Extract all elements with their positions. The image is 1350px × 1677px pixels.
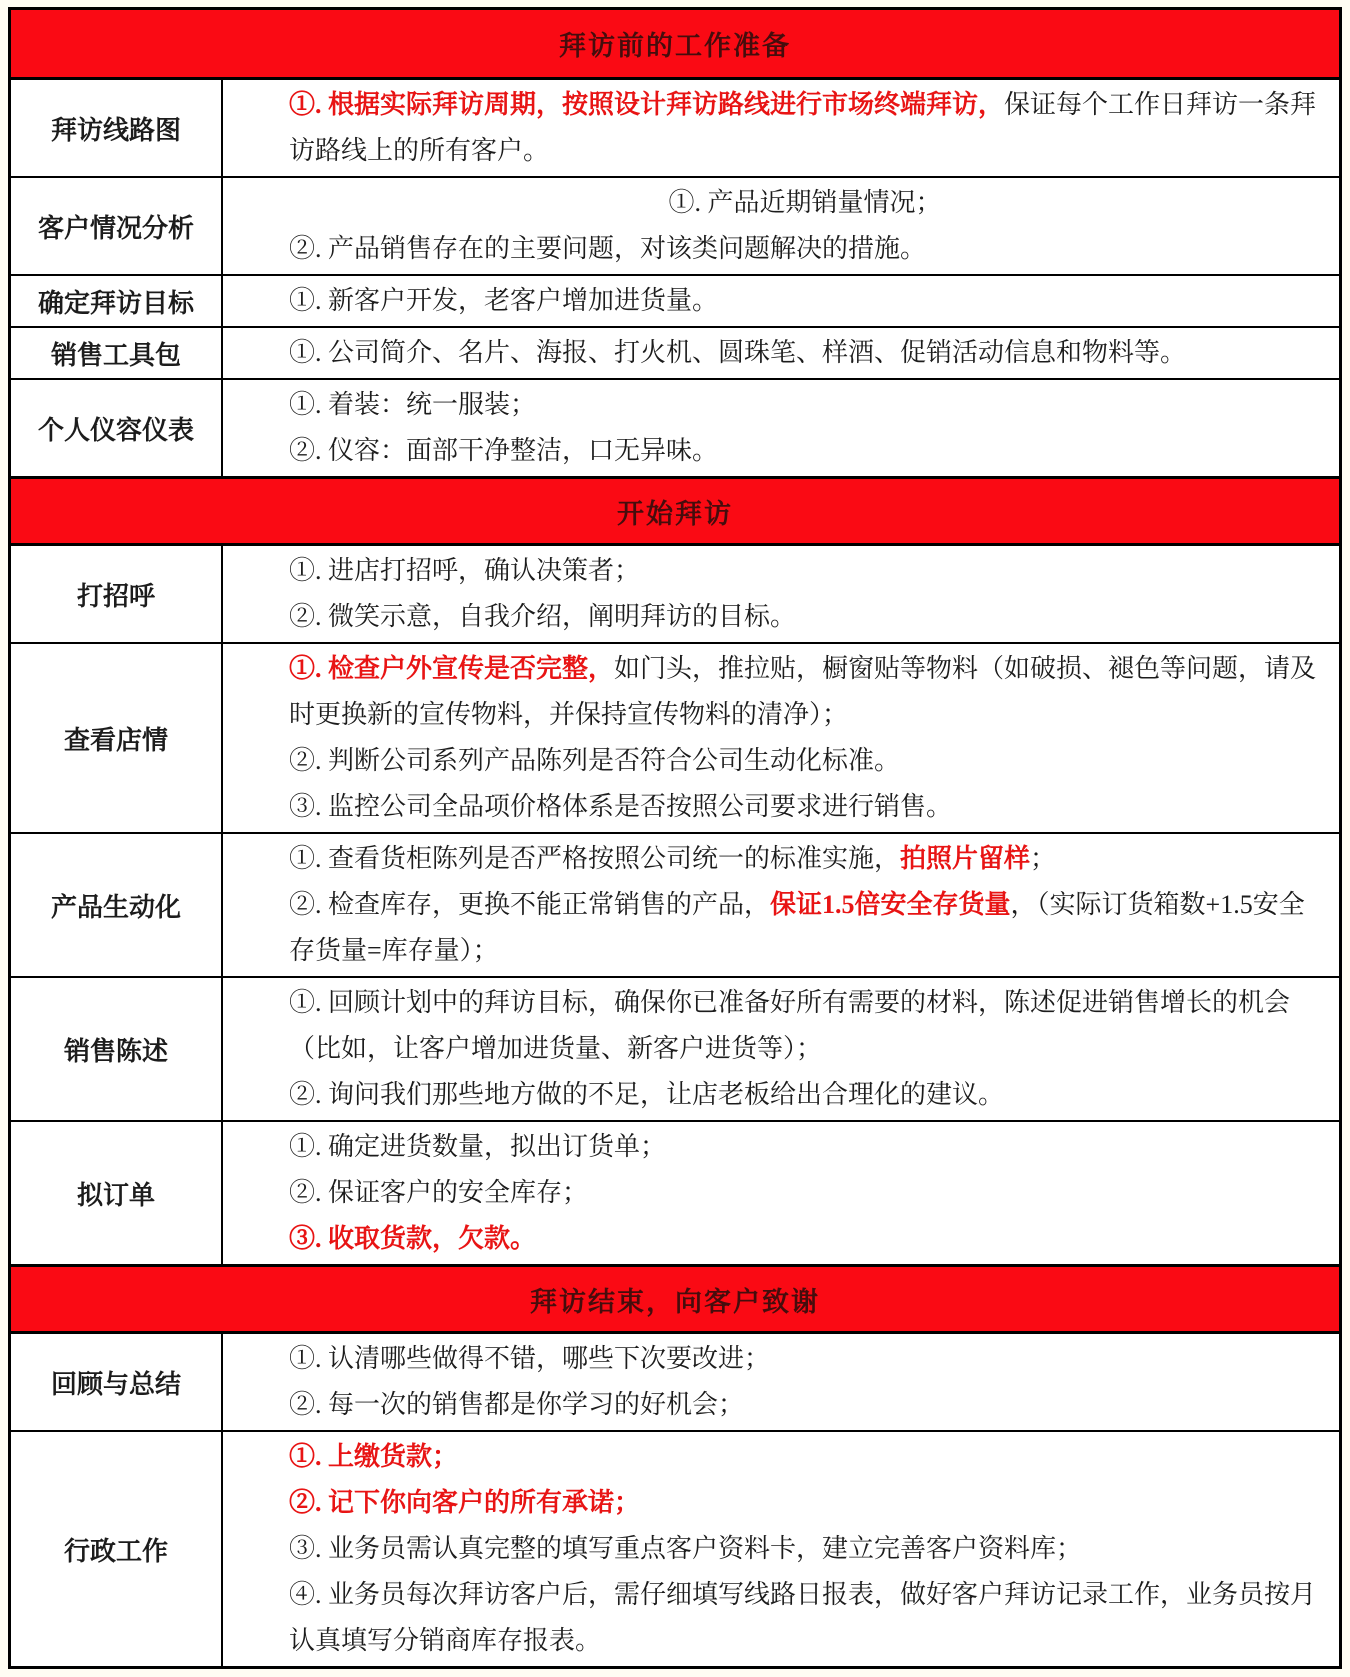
- table-row: [11, 642, 1339, 832]
- content-item: [289, 784, 1321, 830]
- row-label: 客户情况分析: [11, 178, 223, 274]
- content-item: [289, 1572, 1321, 1664]
- body-text: ①. 产品近期销量情况；: [668, 188, 942, 217]
- row-label: 拜访线路图: [11, 80, 223, 176]
- content-item: [289, 1526, 1321, 1572]
- body-text: ②. 每一次的销售都是你学习的好机会；: [289, 1390, 745, 1419]
- section-header-text: 开始拜访: [617, 498, 733, 529]
- body-text: ③. 业务员需认真完整的填写重点客户资料卡，建立完善客户资料库；: [289, 1534, 1083, 1563]
- body-text: ④. 业务员每次拜访客户后，需仔细填写线路日报表，做好客户拜访记录工作，业务员按月认真填写分销商库存报表。: [289, 1580, 1317, 1655]
- content-item: [289, 594, 1321, 640]
- red-emphasis-text: 拍照片留样: [900, 844, 1031, 873]
- content-item: [289, 1216, 1321, 1262]
- content-item: [289, 82, 1321, 174]
- body-text: ①. 公司简介、名片、海报、打火机、圆珠笔、样酒、促销活动信息和物料等。: [289, 338, 1187, 367]
- body-text: ②. 保证客户的安全库存；: [289, 1178, 589, 1207]
- content-item: [289, 980, 1321, 1072]
- table-row: [11, 274, 1339, 326]
- content-item: [289, 1382, 1321, 1428]
- table-row: [11, 546, 1339, 642]
- red-emphasis-text: ②. 记下你向客户的所有承诺；: [289, 1488, 641, 1517]
- row-content: [223, 276, 1339, 326]
- table-row: [11, 1334, 1339, 1430]
- body-text: ①. 着装：统一服装；: [289, 390, 537, 419]
- section-header-text: 拜访前的工作准备: [559, 31, 791, 61]
- row-label: 产品生动化: [11, 834, 223, 976]
- red-emphasis-text: ③. 收取货款，欠款。: [289, 1224, 537, 1253]
- table-row: [11, 176, 1339, 274]
- red-emphasis-text: ①. 根据实际拜访周期，按照设计拜访路线进行市场终端拜访，: [289, 90, 1005, 119]
- row-label: 回顾与总结: [11, 1334, 223, 1430]
- body-text: ②. 仪容：面部干净整洁，口无异味。: [289, 436, 719, 465]
- body-text: 如门头，推拉贴，橱窗贴等物料（如破损、褪色等问题，请及时更换新的宣传物料，并保持宣传物料的清净）；: [289, 654, 1317, 729]
- row-content: [223, 178, 1339, 274]
- row-label: 查看店情: [11, 644, 223, 832]
- red-emphasis-text: ①. 检查户外宣传是否完整，: [289, 654, 615, 683]
- body-text: ③. 监控公司全品项价格体系是否按照公司要求进行销售。: [289, 792, 953, 821]
- row-content: [223, 546, 1339, 642]
- row-content: [223, 1432, 1339, 1666]
- red-emphasis-text: ①. 上缴货款；: [289, 1442, 459, 1471]
- content-item: [289, 882, 1321, 974]
- row-label: 确定拜访目标: [11, 276, 223, 326]
- body-text: ②. 检查库存，更换不能正常销售的产品，: [289, 890, 771, 919]
- table-row: [11, 1120, 1339, 1264]
- body-text: ①. 新客户开发，老客户增加进货量。: [289, 286, 719, 315]
- body-text: ①. 认清哪些做得不错，哪些下次要改进；: [289, 1344, 771, 1373]
- body-text: ①. 回顾计划中的拜访目标，确保你已准备好所有需要的材料，陈述促进销售增长的机会（比如，让客户增加进货量、新客户进货等）；: [289, 988, 1291, 1063]
- content-item: [289, 278, 1321, 324]
- content-item: [289, 836, 1321, 882]
- red-emphasis-text: 保证1.5倍安全存货量: [770, 890, 1011, 919]
- table-row: [11, 976, 1339, 1120]
- content-item: [289, 1336, 1321, 1382]
- body-text: ②. 微笑示意，自我介绍，阐明拜访的目标。: [289, 602, 797, 631]
- body-text: ②. 产品销售存在的主要问题，对该类问题解决的措施。: [289, 234, 927, 263]
- section-header: [11, 1264, 1339, 1334]
- table-row: [11, 1430, 1339, 1666]
- table-row: [11, 378, 1339, 476]
- row-content: [223, 978, 1339, 1120]
- row-content: [223, 834, 1339, 976]
- content-item: [289, 1072, 1321, 1118]
- content-item: [289, 1480, 1321, 1526]
- row-content: [223, 644, 1339, 832]
- body-text: ，（实际订货箱数+1.5安全存货量=库存量）；: [289, 890, 1305, 965]
- row-label: 销售工具包: [11, 328, 223, 378]
- section-header: [11, 10, 1339, 80]
- row-label: 打招呼: [11, 546, 223, 642]
- row-label: 个人仪容仪表: [11, 380, 223, 476]
- section-header: [11, 476, 1339, 546]
- body-text: ②. 判断公司系列产品陈列是否符合公司生动化标准。: [289, 746, 901, 775]
- row-content: [223, 1334, 1339, 1430]
- row-label: 行政工作: [11, 1432, 223, 1666]
- row-content: [223, 80, 1339, 176]
- content-item: [289, 646, 1321, 738]
- content-item: [289, 1170, 1321, 1216]
- body-text: ①. 确定进货数量，拟出订货单；: [289, 1132, 667, 1161]
- body-text: ②. 询问我们那些地方做的不足，让店老板给出合理化的建议。: [289, 1080, 1005, 1109]
- content-item: [289, 1434, 1321, 1480]
- content-item: [289, 226, 1321, 272]
- content-item: [289, 738, 1321, 784]
- body-text: ；: [1030, 844, 1057, 873]
- table-row: [11, 326, 1339, 378]
- table-row: [11, 80, 1339, 176]
- table-row: [11, 832, 1339, 976]
- row-content: [223, 328, 1339, 378]
- body-text: ①. 进店打招呼，确认决策者；: [289, 556, 641, 585]
- body-text: 保证每个工作日拜访一条拜访路线上的所有客户。: [289, 90, 1317, 165]
- row-label: 销售陈述: [11, 978, 223, 1120]
- content-item: [289, 428, 1321, 474]
- visit-procedure-table: [8, 7, 1342, 1669]
- content-item: [289, 382, 1321, 428]
- content-item: [289, 330, 1321, 376]
- body-text: ①. 查看货柜陈列是否严格按照公司统一的标准实施，: [289, 844, 901, 873]
- content-item: [289, 1124, 1321, 1170]
- row-label: 拟订单: [11, 1122, 223, 1264]
- row-content: [223, 380, 1339, 476]
- content-item: [289, 548, 1321, 594]
- section-header-text: 拜访结束，向客户致谢: [530, 1286, 820, 1317]
- content-item: [289, 180, 1321, 226]
- row-content: [223, 1122, 1339, 1264]
